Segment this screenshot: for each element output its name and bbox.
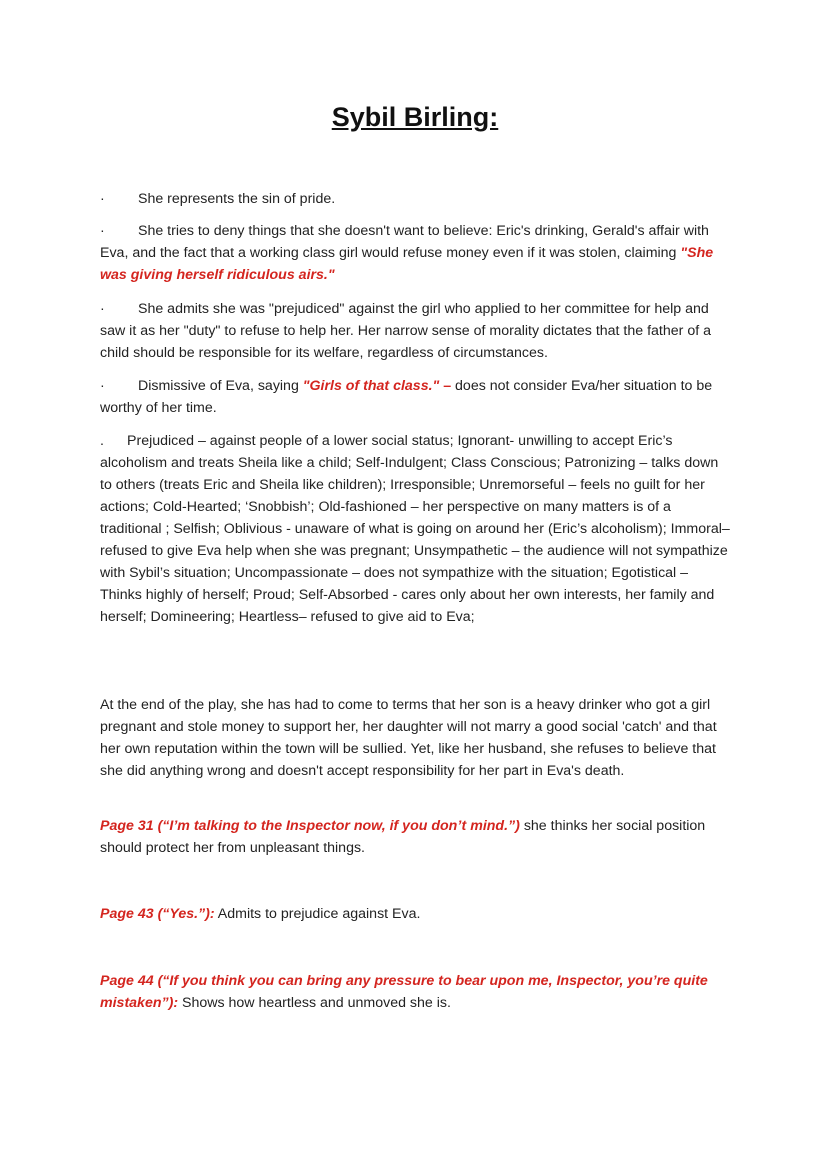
bullet-prejudiced [100, 298, 730, 364]
quote-explanation: Shows how heartless and unmoved she is. [178, 995, 451, 1011]
bullet-marker: . [100, 433, 104, 449]
bullet-text: She tries to deny things that she doesn't want to believe: Eric's drinking, Gerald's affair with Eva, and the fact that a working class girl would refuse money even if it was stolen, claiming [100, 223, 709, 261]
bullet-pride [100, 188, 730, 210]
bullet-marker: · [100, 301, 105, 317]
quote-page-43 [100, 903, 730, 925]
bullet-text: Prejudiced – against people of a lower social status; Ignorant- unwilling to accept Eric’s alcoholism and treats Sheila like a child; Self-Indulgent; Class Conscious; Patronizing – talks down to others (treats Eric and Sheila like children); Irresponsible; Unremorseful – feels no guilt for her actions; Cold-Hearted; ‘Snobbish’; Old-fashioned – her perspective on many matters is of a traditional ; Selfish; Oblivious - unaware of what is going on around her (Eric’s alcoholism); Immoral– refused to give Eva help when she was pregnant; Unsympathetic – the audience will not sympathize with Sybil’s situation; Uncompassionate – does not sympathize with the situation; Egotistical – Thinks highly of herself; Proud; Self-Absorbed - cares only about her own interests, her family and herself; Domineering; Heartless– refused to give aid to Eva; [100, 433, 730, 625]
ending-paragraph: At the end of the play, she has had to come to terms that her son is a heavy drinker who got a girl pregnant and stole money to support her, her daughter will not marry a good social 'catch' and that her own reputation within the town will be sullied. Yet, like her husband, she refuses to believe that she did anything wrong and doesn't accept responsibility for her part in Eva's death. [100, 697, 717, 779]
bullet-marker: · [100, 191, 105, 207]
bullet-marker: · [100, 223, 105, 239]
bullet-traits [100, 430, 730, 628]
bullet-text: She admits she was "prejudiced" against the girl who applied to her committee for help and saw it as her "duty" to refuse to help her. Her narrow sense of morality dictates that the father of a child should be responsible for its welfare, regardless of circumstances. [100, 301, 711, 361]
quote-explanation: Admits to prejudice against Eva. [214, 906, 421, 922]
bullet-text-after: does not consider Eva/her situation to be worthy of her time. [100, 378, 713, 416]
dash-highlight: – [439, 378, 452, 394]
bullet-denial [100, 220, 730, 286]
quote-reference: Page 43 (“Yes.”): [100, 906, 215, 922]
bullet-dismissive [100, 375, 730, 419]
quote-highlight: "She was giving herself ridiculous airs." [100, 245, 714, 283]
quote-highlight: "Girls of that class." [302, 378, 440, 394]
quote-reference: Page 44 (“If you think you can bring any pressure to bear upon me, Inspector, you’re quite mistaken”): [100, 973, 708, 1011]
quote-page-31 [100, 815, 730, 859]
bullet-marker: · [100, 378, 105, 394]
page-title: Sybil Birling: [331, 102, 499, 132]
quote-explanation: she thinks her social position should protect her from unpleasant things. [100, 818, 706, 856]
bullet-text: She represents the sin of pride. [138, 191, 336, 207]
bullet-text-before: Dismissive of Eva, saying [138, 378, 303, 394]
quote-reference: Page 31 (“I’m talking to the Inspector now, if you don’t mind.”) [100, 818, 520, 834]
quote-page-44 [100, 970, 730, 1014]
